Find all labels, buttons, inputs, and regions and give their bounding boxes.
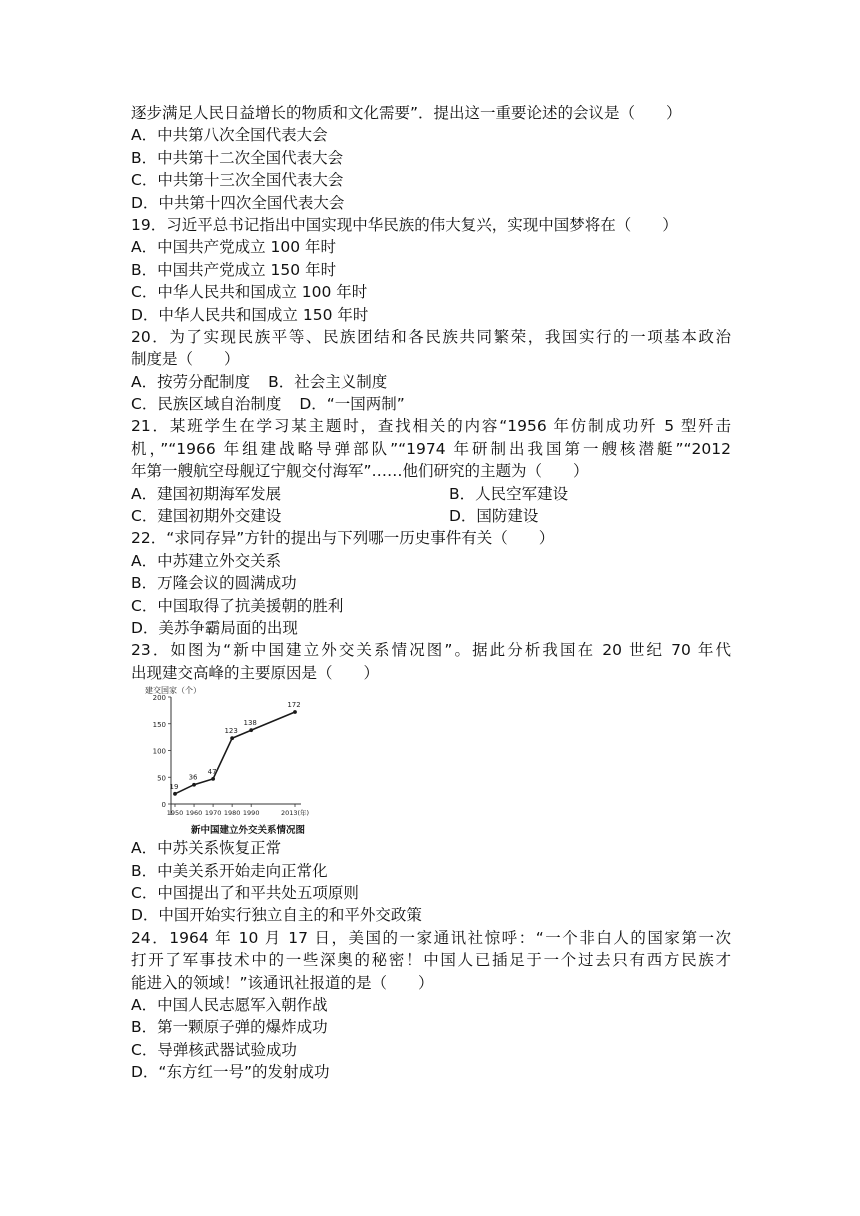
q19-option-d: D．中华人民共和国成立 150 年时 [131, 305, 369, 324]
chart-data-point [192, 783, 196, 787]
chart-data-label: 123 [224, 727, 238, 736]
q23-option-c: C．中国提出了和平共处五项原则 [131, 883, 359, 902]
q19-option-c: C．中华人民共和国成立 100 年时 [131, 283, 368, 302]
chart-ylabel: 建交国家（个） [145, 686, 201, 696]
q24-option-b: B．第一颗原子弹的爆炸成功 [131, 1018, 328, 1037]
q24-option-c: C．导弹核武器试验成功 [131, 1040, 297, 1059]
chart-data-point [249, 728, 253, 732]
q21-stem-line3: 年第一艘航空母舰辽宁舰交付海军”……他们研究的主题为（ ） [131, 462, 589, 481]
q20-option-b: B．社会主义制度 [268, 372, 388, 391]
q20-option-c: C．民族区域自治制度 [131, 395, 282, 414]
q20-stem-line1: 20．为了实现民族平等、民族团结和各民族共同繁荣，我国实行的一项基本政治 [131, 327, 731, 346]
q22-option-b: B．万隆会议的圆满成功 [131, 574, 297, 593]
q19-option-a: A．中国共产党成立 100 年时 [131, 238, 337, 257]
q18-stem-tail: 逐步满足人民日益增长的物质和文化需要”．提出这一重要论述的会议是（ ） [131, 104, 682, 122]
chart-x-tick-label: 1970 [204, 809, 222, 818]
chart-x-tick-label: 1960 [185, 809, 203, 818]
diplomacy-chart-svg [145, 685, 325, 837]
q21-stem-line1: 21．某班学生在学习某主题时，查找相关的内容“1956 年仿制成功歼 5 型歼击 [131, 417, 731, 436]
q24-option-a: A．中国人民志愿军入朝作战 [131, 995, 328, 1014]
chart-data-point [230, 736, 234, 740]
chart-data-label: 138 [243, 719, 257, 728]
chart-y-tick-label: 50 [157, 774, 166, 783]
q21-option-d: D．国防建设 [449, 507, 539, 526]
q22-option-c: C．中国取得了抗美援朝的胜利 [131, 596, 344, 615]
chart-y-tick-label: 100 [152, 747, 166, 756]
q22-stem: 22．“求同存异”方针的提出与下列哪一历史事件有关（ ） [131, 529, 555, 548]
q23-stem-line1: 23．如图为“新中国建立外交关系情况图”。据此分析我国在 20 世纪 70 年代 [131, 641, 731, 660]
q20-options-row2 [131, 393, 731, 415]
chart-data-label: 19 [169, 782, 179, 791]
q21-option-a: A．建国初期海军发展 [131, 484, 282, 503]
chart-y-tick-label: 150 [152, 720, 166, 729]
chart-data-label: 36 [188, 773, 198, 782]
q18-option-d: D．中共第十四次全国代表大会 [131, 193, 345, 212]
chart-x-tick-label: 1950 [166, 809, 184, 818]
q23-option-b: B．中美关系开始走向正常化 [131, 861, 328, 880]
chart-y-tick-label: 200 [152, 694, 166, 703]
chart-data-point [211, 777, 215, 781]
q24-stem-line3: 能进入的领域！”该通讯社报道的是（ ） [131, 973, 434, 992]
q24-stem-line2: 打开了军事技术中的一些深奥的秘密！中国人已插足于一个过去只有西方民族才 [131, 951, 731, 970]
q20-option-d: D．“一国两制” [299, 395, 405, 414]
chart-title: 新中国建立外交关系情况图 [191, 825, 306, 837]
chart-x-tick-label: 1990 [242, 809, 260, 818]
chart-x-tick-label: 2013(年) [280, 809, 310, 818]
diplomacy-chart [145, 685, 325, 837]
q23-option-d: D．中国开始实行独立自主的和平外交政策 [131, 906, 422, 925]
q20-options-row1 [131, 371, 731, 393]
q24-stem-line1: 24．1964 年 10 月 17 日，美国的一家通讯社惊呼：“一个非白人的国家第一次 [131, 928, 731, 947]
q19-option-b: B．中国共产党成立 150 年时 [131, 260, 337, 279]
chart-data-point [173, 792, 177, 796]
q22-option-d: D．美苏争霸局面的出现 [131, 618, 298, 637]
chart-data-point [293, 710, 297, 714]
q18-option-c: C．中共第十三次全国代表大会 [131, 171, 344, 190]
q21-option-b: B．人民空军建设 [449, 484, 569, 503]
q21-options-row2 [131, 505, 731, 527]
exam-page [131, 102, 731, 1083]
chart-data-label: 172 [287, 701, 301, 710]
q21-stem-line2: 机，”“1966 年组建战略导弹部队”“1974 年研制出我国第一艘核潜艇”“2012 [131, 439, 731, 458]
chart-y-tick-label: 0 [161, 801, 166, 810]
q21-option-c: C．建国初期外交建设 [131, 507, 282, 526]
q20-option-a: A．按劳分配制度 [131, 372, 251, 391]
q24-option-d: D．“东方红一号”的发射成功 [131, 1063, 330, 1082]
chart-x-tick-label: 1980 [223, 809, 241, 818]
q21-options-row1 [131, 483, 731, 505]
q19-stem: 19．习近平总书记指出中国实现中华民族的伟大复兴，实现中国梦将在（ ） [131, 215, 678, 234]
q22-option-a: A．中苏建立外交关系 [131, 551, 282, 570]
chart-data-label: 47 [207, 768, 217, 777]
q20-stem-line2: 制度是（ ） [131, 350, 240, 369]
q18-option-b: B．中共第十二次全国代表大会 [131, 148, 344, 167]
q23-stem-line2: 出现建交高峰的主要原因是（ ） [131, 663, 380, 682]
q23-option-a: A．中苏关系恢复正常 [131, 839, 282, 858]
q18-option-a: A．中共第八次全国代表大会 [131, 126, 328, 145]
